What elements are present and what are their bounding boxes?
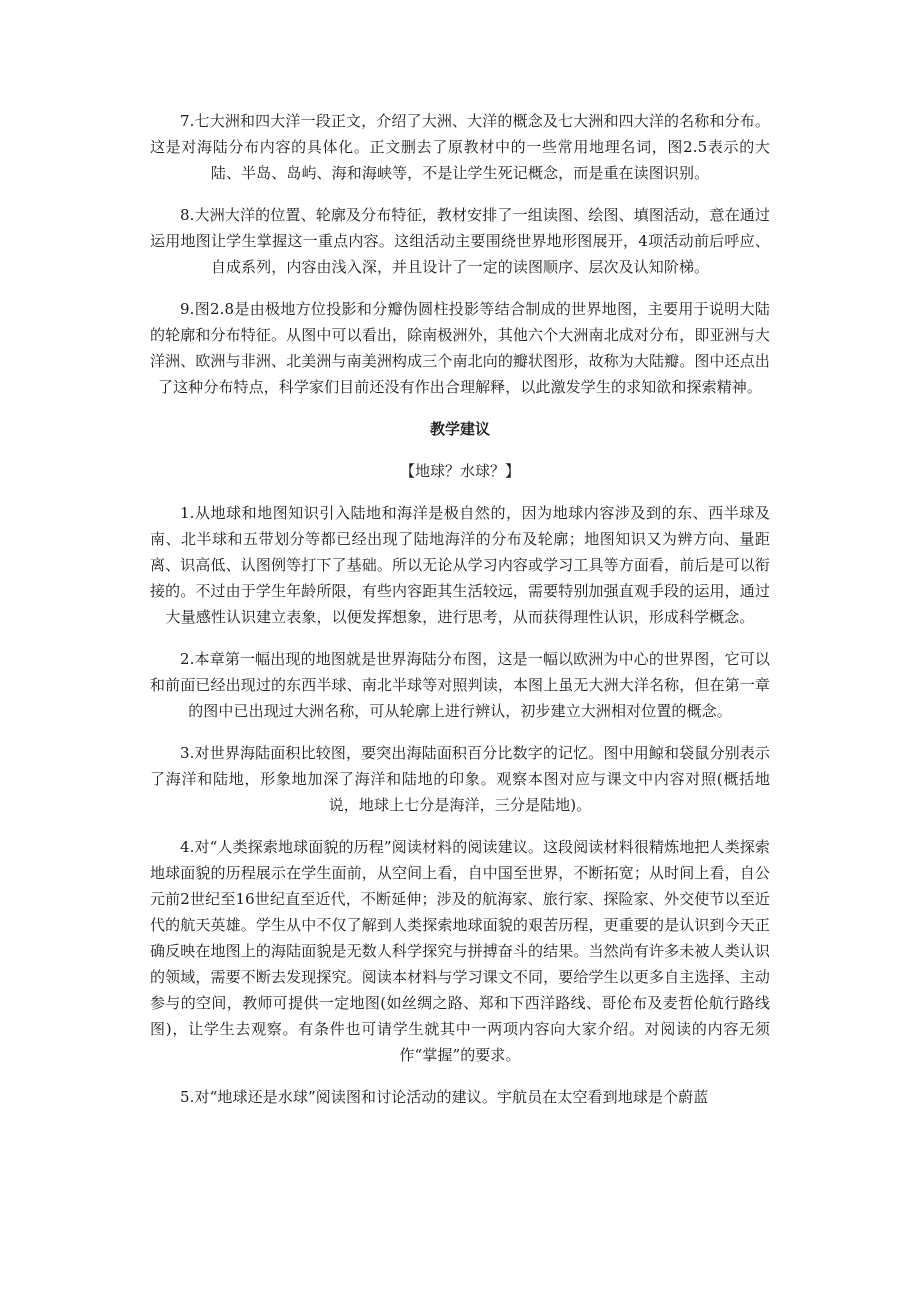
suggestion-3: 3.对世界海陆面积比较图，要突出海陆面积百分比数字的记忆。图中用鲸和袋鼠分别表示了海洋和陆地，形象地加深了海洋和陆地的印象。观察本图对应与课文中内容对照(概括地说，地球上七分是海洋，三分是陆地)。 (150, 744, 770, 814)
subsection-title: 【地球？水球？】 (399, 462, 520, 480)
document-page (150, 108, 770, 1110)
section-title: 教学建议 (429, 420, 490, 438)
suggestion-5: 5.对“地球还是水球”阅读图和讨论活动的建议。宇航员在太空看到地球是个蔚蓝 (180, 1088, 709, 1106)
paragraph-7: 7.七大洲和四大洋一段正文，介绍了大洲、大洋的概念及七大洲和四大洋的名称和分布。这是对海陆分布内容的具体化。正文删去了原教材中的一些常用地理名词，图2.5表示的大陆、半岛、岛屿、海和海峡等，不是让学生死记概念，而是重在读图识别。 (150, 112, 770, 182)
suggestion-4: 4.对“人类探索地球面貌的历程”阅读材料的阅读建议。这段阅读材料很精炼地把人类探索地球面貌的历程展示在学生面前，从空间上看，自中国至世界，不断拓宽；从时间上看，自公元前2世纪至16世纪直至近代，不断延伸；涉及的航海家、旅行家、探险家、外交使节以至近代的航天英雄。学生从中不仅了解到人类探索地球面貌的艰苦历程，更重要的是认识到今天正确反映在地图上的海陆面貌是无数人科学探究与拼搏奋斗的结果。当然尚有许多未被人类认识的领域，需要不断去发现探究。阅读本材料与学习课文不同，要给学生以更多自主选择、主动参与的空间，教师可提供一定地图(如丝绸之路、郑和下西洋路线、哥伦布及麦哲伦航行路线图)，让学生去观察。有条件也可请学生就其中一两项内容向大家介绍。对阅读的内容无须作“掌握”的要求。 (150, 838, 770, 1064)
paragraph-8: 8.大洲大洋的位置、轮廓及分布特征，教材安排了一组读图、绘图、填图活动，意在通过运用地图让学生掌握这一重点内容。这组活动主要围绕世界地形图展开，4项活动前后呼应、自成系列，内容由浅入深，并且设计了一定的读图顺序、层次及认知阶梯。 (150, 206, 770, 276)
paragraph-9: 9.图2.8是由极地方位投影和分瓣伪圆柱投影等结合制成的世界地图，主要用于说明大陆的轮廓和分布特征。从图中可以看出，除南极洲外，其他六个大洲南北成对分布，即亚洲与大洋洲、欧洲与非洲、北美洲与南美洲构成三个南北向的瓣状图形，故称为大陆瓣。图中还点出了这种分布特点，科学家们目前还没有作出合理解释，以此激发学生的求知欲和探索精神。 (150, 300, 770, 396)
suggestion-2: 2.本章第一幅出现的地图就是世界海陆分布图，这是一幅以欧洲为中心的世界图，它可以和前面已经出现过的东西半球、南北半球等对照判读，本图上虽无大洲大洋名称，但在第一章的图中已出现过大洲名称，可从轮廓上进行辨认，初步建立大洲相对位置的概念。 (150, 650, 770, 720)
suggestion-1: 1.从地球和地图知识引入陆地和海洋是极自然的，因为地球内容涉及到的东、西半球及南、北半球和五带划分等都已经出现了陆地海洋的分布及轮廓；地图知识又为辨方向、量距离、识高低、认图例等打下了基础。所以无论从学习内容或学习工具等方面看，前后是可以衔接的。不过由于学生年龄所限，有些内容距其生活较远，需要特别加强直观手段的运用，通过大量感性认识建立表象，以便发挥想象，进行思考，从而获得理性认识，形成科学概念。 (150, 504, 770, 626)
